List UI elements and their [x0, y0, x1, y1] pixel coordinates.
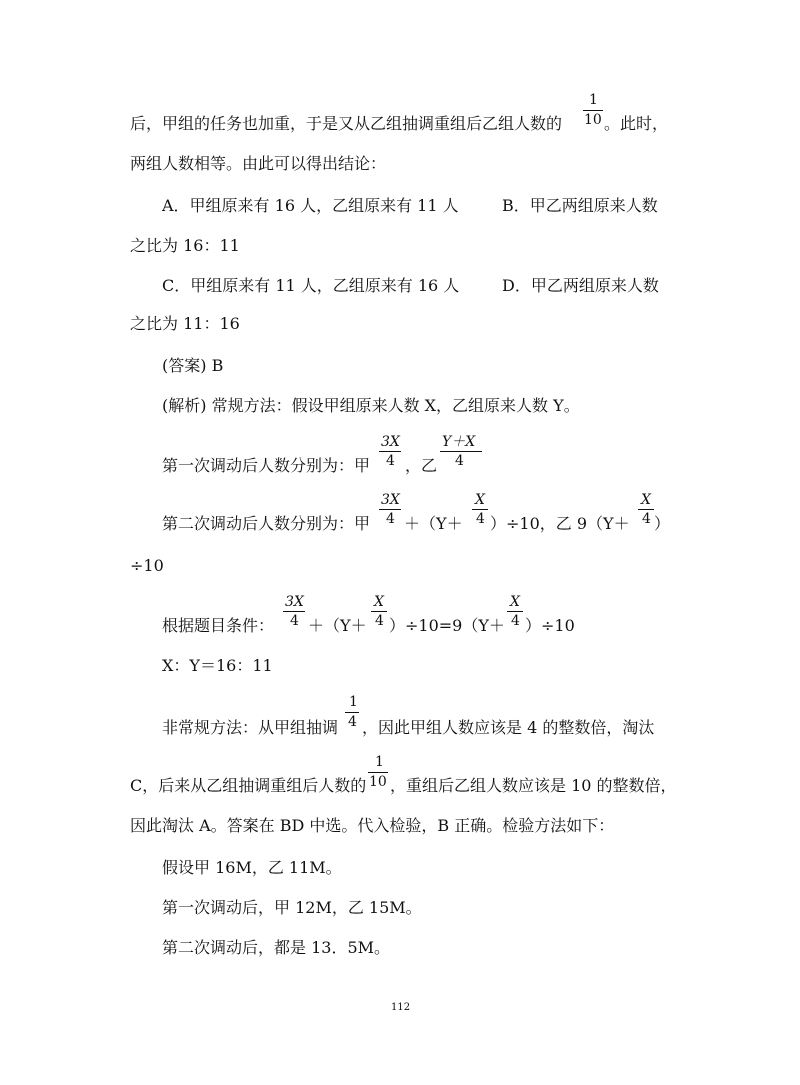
option-c: C．甲组原来有 11 人，乙组原来有 16 人 — [162, 276, 460, 295]
frac2-x-bar — [472, 509, 488, 510]
frac4-3x-num: 3X — [285, 594, 304, 610]
second-adjust-mid1: ＋（Y＋ — [404, 514, 463, 533]
nonstd-rest: ，因此甲组人数应该是 4 的整数倍，淘汰 — [362, 718, 655, 737]
second-adjust-cont: ÷10 — [130, 556, 164, 575]
frac-1-10-bar — [583, 110, 603, 111]
line1-tail: 。此时， — [604, 114, 669, 133]
frac2-1-10-bar — [368, 772, 388, 773]
frac2-x-num: X — [475, 492, 485, 508]
option-d-cont: 之比为 11：16 — [130, 314, 240, 333]
frac-yx-num: Y＋X — [442, 434, 476, 450]
frac-1-4-num: 1 — [349, 694, 358, 710]
frac3-x-bar — [638, 509, 654, 510]
frac-3x-num: 3X — [381, 434, 400, 450]
frac-yx-bar — [440, 451, 482, 452]
elimination-line: 因此淘汰 A。答案在 BD 中选。代入检验，B 正确。检验方法如下： — [130, 816, 615, 835]
frac2-1-10-num: 1 — [375, 754, 384, 770]
frac-1-4-den: 4 — [348, 714, 357, 730]
frac3-x-num: X — [641, 492, 651, 508]
frac2-x-den: 4 — [476, 511, 485, 527]
first-adjust-mid: ，乙 — [405, 456, 438, 475]
condition-end: ）÷10 — [525, 616, 575, 635]
frac3-x-den: 4 — [642, 511, 651, 527]
assume-line: 假设甲 16M，乙 11M。 — [162, 858, 342, 877]
frac4-3x-den: 4 — [290, 613, 299, 629]
frac4-3x-bar — [283, 611, 305, 612]
condition-prefix: 根据题目条件： — [162, 616, 275, 635]
frac6-x-bar — [507, 611, 523, 612]
first-adjust-prefix: 第一次调动后人数分别为：甲 — [162, 456, 371, 475]
after-first-line: 第一次调动后，甲 12M，乙 15M。 — [162, 898, 422, 917]
condition-mid2: ）÷10=9（Y＋ — [389, 616, 505, 635]
ratio-line: X：Y＝16：11 — [162, 656, 273, 675]
answer-line: (答案) B — [162, 356, 224, 375]
page-number: 112 — [391, 1002, 411, 1013]
option-b-cont: 之比为 16：11 — [130, 236, 240, 255]
option-d: D．甲乙两组原来人数 — [502, 276, 659, 295]
frac2-3x-den: 4 — [386, 511, 395, 527]
frac-yx-den: 4 — [455, 453, 464, 469]
option-b: B．甲乙两组原来人数 — [502, 196, 658, 215]
second-adjust-mid2: ）÷10，乙 9（Y＋ — [490, 514, 630, 533]
line1-text: 后，甲组的任务也加重，于是又从乙组抽调重组后乙组人数的 — [130, 114, 563, 133]
frac2-1-10-den: 10 — [369, 774, 387, 790]
text-line-2: 两组人数相等。由此可以得出结论： — [130, 154, 387, 173]
frac-3x-den: 4 — [386, 453, 395, 469]
frac5-x-num: X — [374, 594, 384, 610]
c-line-rest: ，重组后乙组人数应该是 10 的整数倍， — [390, 776, 677, 795]
frac2-3x-bar — [379, 509, 401, 510]
frac-1-10-num: 1 — [589, 92, 598, 108]
condition-mid1: ＋（Y＋ — [308, 616, 367, 635]
second-adjust-end: ） — [654, 514, 671, 533]
frac-1-4-bar — [345, 712, 359, 713]
frac-3x-bar — [379, 451, 401, 452]
frac6-x-den: 4 — [511, 613, 520, 629]
frac6-x-num: X — [510, 594, 520, 610]
frac5-x-bar — [371, 611, 387, 612]
option-a: A．甲组原来有 16 人，乙组原来有 11 人 — [162, 196, 459, 215]
frac5-x-den: 4 — [375, 613, 384, 629]
after-second-line: 第二次调动后，都是 13．5M。 — [162, 938, 391, 957]
second-adjust-prefix: 第二次调动后人数分别为：甲 — [162, 514, 371, 533]
c-line-prefix: C，后来从乙组抽调重组后人数的 — [130, 776, 367, 795]
text-line-1 — [130, 114, 562, 134]
nonstd-prefix: 非常规方法：从甲组抽调 — [162, 718, 339, 737]
frac2-3x-num: 3X — [381, 492, 400, 508]
analysis-line: (解析) 常规方法：假设甲组原来人数 X，乙组原来人数 Y。 — [162, 396, 580, 415]
frac-1-10-den: 10 — [584, 112, 602, 128]
